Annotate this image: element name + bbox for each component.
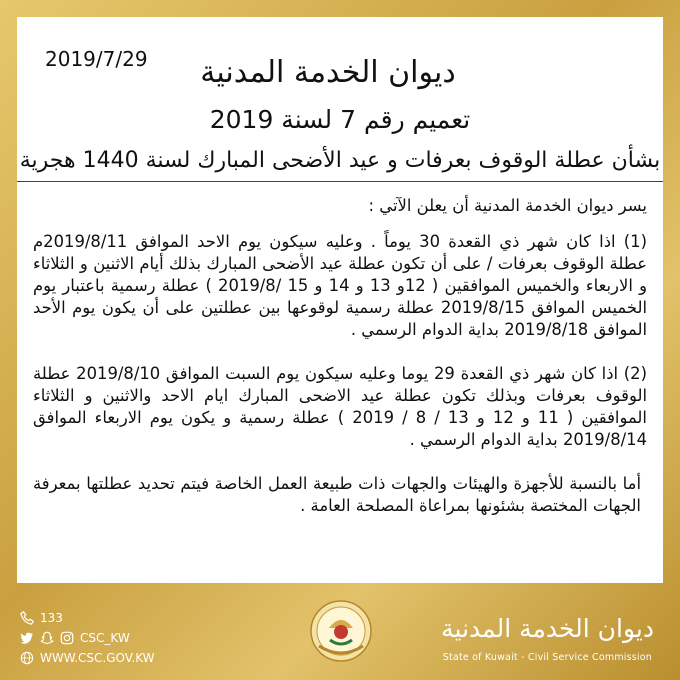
item-2-paragraph: (2) اذا كان شهر ذي القعدة 29 يوما وعليه سيكون يوم السبت الموافق 2019/8/10 عطلة الوقوف بعرفات وبذلك تكون عطلة عيد الاضحى المبارك ايام الاحد والاثنين و الثلاثاء الموافقين ( 11 و 12 و 13 / 8 / 2019 ) عطلة رسمية و يكون يوم الاربعاء الموافق 2019/8/14 بداية الدوام الرسمي .: [33, 364, 647, 449]
website-row: [20, 648, 155, 668]
circular-subject: بشأن عطلة الوقوف بعرفات و عيد الأضحى المبارك لسنة 1440 هجرية: [19, 148, 661, 173]
social-handle[interactable]: CSC_KW: [80, 631, 130, 645]
website-link[interactable]: WWW.CSC.GOV.KW: [40, 651, 155, 665]
phone-icon: [20, 611, 34, 625]
document-paper: [17, 17, 663, 583]
snapchat-icon[interactable]: [40, 631, 54, 645]
document-body: [33, 195, 647, 539]
item-1-paragraph: (1) اذا كان شهر ذي القعدة 30 يوماً . وعليه سيكون يوم الاحد الموافق 2019/8/11م عطلة الوقوف بعرفات / على أن تكون عطلة عيد الأضحى المبارك بذلك أيام الاثنين و الثلاثاء و الاربعاء والخميس الموافقين ( 12و 13 و 14 و 15 /2019/8 ) عطلة رسمية باعتبار يوم الخميس الموافق 2019/8/15 عطلة رسمية لوقوعها بين عطلتين على أن يكون يوم الأحد الموافق 2019/8/18 بداية الدوام الرسمي .: [33, 232, 647, 339]
brand-arabic-name: ديوان الخدمة المدنية: [441, 614, 654, 643]
intro-paragraph: يسر ديوان الخدمة المدنية أن يعلن الآتي :: [368, 196, 647, 215]
circular-number: تعميم رقم 7 لسنة 2019: [209, 105, 471, 134]
phone-row: [20, 608, 155, 628]
social-row: [20, 628, 155, 648]
circular-date: 2019/7/29: [45, 47, 148, 71]
globe-icon: [20, 651, 34, 665]
instagram-icon[interactable]: [60, 631, 74, 645]
subject-divider: [17, 181, 663, 182]
twitter-icon[interactable]: [20, 631, 34, 645]
brand-english-name: State of Kuwait - Civil Service Commission: [442, 652, 652, 663]
contact-info: [20, 608, 155, 668]
phone-number[interactable]: 133: [40, 611, 63, 625]
closing-paragraph: أما بالنسبة للأجهزة والهيئات والجهات ذات طبيعة العمل الخاصة فيتم تحديد عطلتها بمعرفة الجهات المختصة بشئونها بمراعاة المصلحة العامة .: [33, 474, 641, 515]
commission-seal-icon: [310, 600, 372, 662]
document-title: ديوان الخدمة المدنية: [200, 55, 456, 90]
